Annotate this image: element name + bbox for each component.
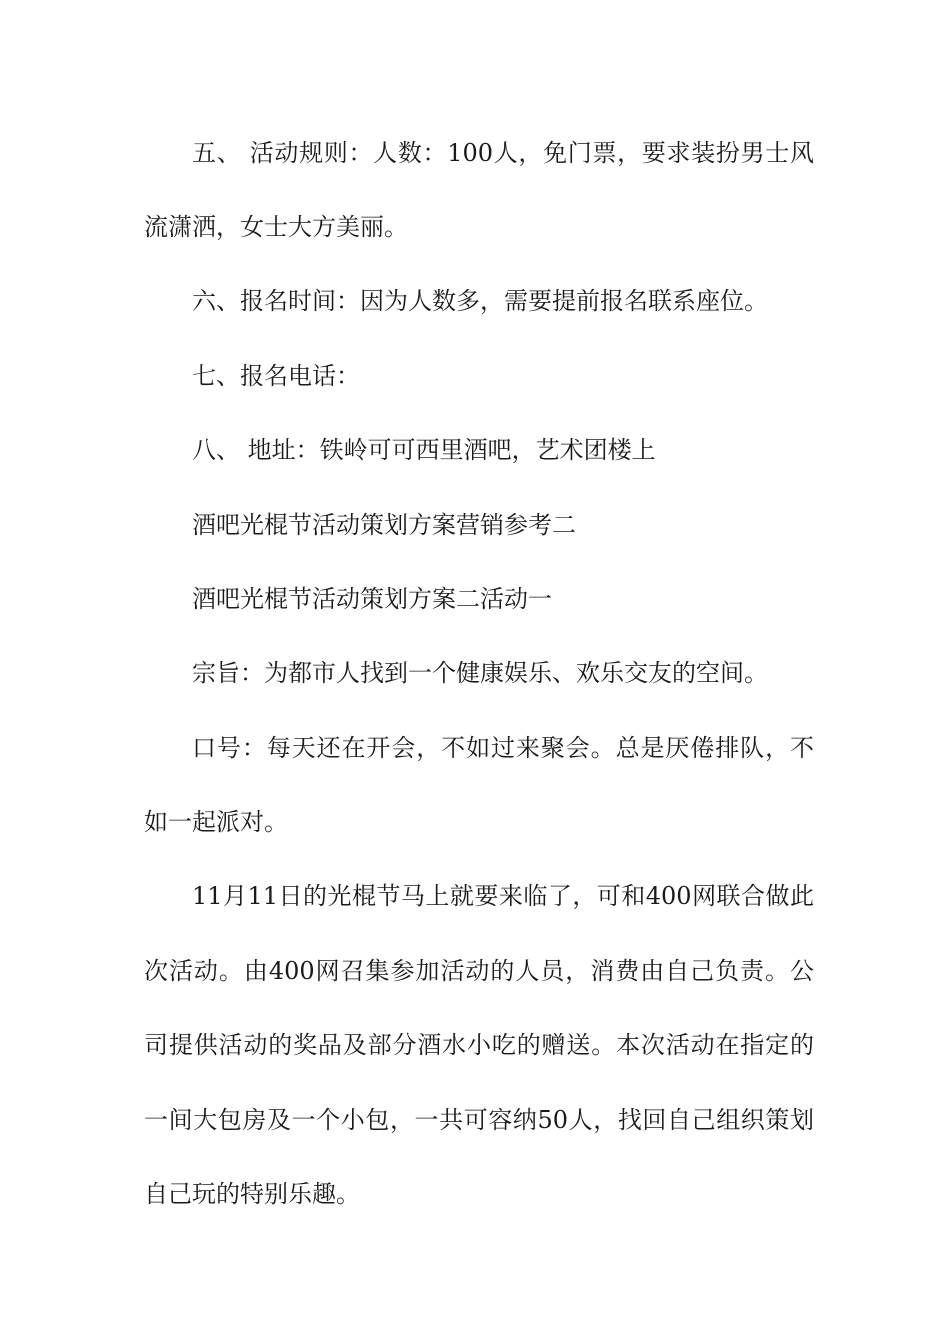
text-line: 六、报名时间：因为人数多，需要提前报名联系座位。 bbox=[192, 287, 768, 315]
text-line: 酒吧光棍节活动策划方案二活动一 bbox=[192, 585, 552, 613]
text-line: 八、 地址：铁岭可可西里酒吧，艺术团楼上 bbox=[192, 436, 656, 464]
text-line: 流潇洒，女士大方美丽。 bbox=[144, 213, 408, 241]
text-line: 司提供活动的奖品及部分酒水小吃的赠送。本次活动在指定的 bbox=[144, 1031, 814, 1059]
text-line: 五、 活动规则：人数：100人，免门票，要求装扮男士风 bbox=[192, 139, 814, 167]
text-line: 次活动。由400网召集参加活动的人员，消费由自己负责。公 bbox=[144, 957, 814, 985]
text-line: 宗旨：为都市人找到一个健康娱乐、欢乐交友的空间。 bbox=[192, 659, 768, 687]
text-line: 七、报名电话： bbox=[192, 362, 360, 390]
text-line: 11月11日的光棍节马上就要来临了，可和400网联合做此 bbox=[192, 882, 814, 910]
text-line: 一间大包房及一个小包，一共可容纳50人，找回自己组织策划 bbox=[144, 1106, 814, 1134]
text-line: 自己玩的特别乐趣。 bbox=[144, 1180, 360, 1208]
text-line: 如一起派对。 bbox=[144, 808, 288, 836]
text-line: 酒吧光棍节活动策划方案营销参考二 bbox=[192, 511, 576, 539]
text-line: 口号：每天还在开会，不如过来聚会。总是厌倦排队，不 bbox=[192, 734, 814, 762]
